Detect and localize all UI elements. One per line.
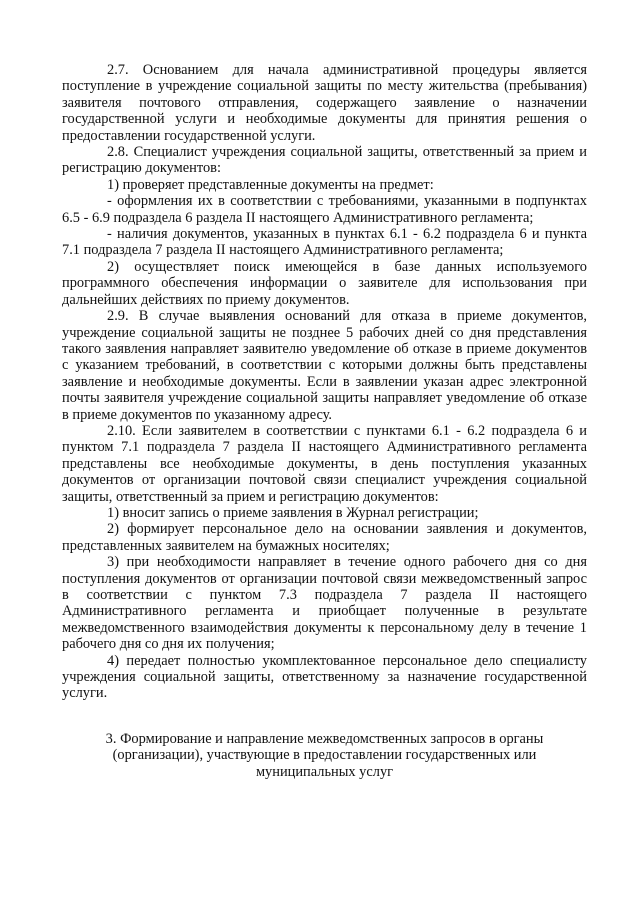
paragraph-2-10-item-1: 1) вносит запись о приеме заявления в Журнал регистрации; xyxy=(107,504,479,521)
paragraph-2-8-item-2: 2) осуществляет поиск имеющейся в базе данных используемого программного обеспечения информации о заявителе для использования при дальнейших действиях по приему документов. xyxy=(62,258,587,308)
paragraph-2-8: 2.8. Специалист учреждения социальной защиты, ответственный за прием и регистрацию документов: xyxy=(62,144,587,177)
document-page xyxy=(62,62,587,780)
paragraph-2-8-item-1: 1) проверяет представленные документы на предмет: xyxy=(107,176,434,193)
paragraph-2-10-item-4: 4) передает полностью укомплектованное персональное дело специалисту учреждения социальной защиты, ответственному за назначение государственной услуги. xyxy=(62,652,587,702)
paragraph-2-8-item-1-dash-2: - наличия документов, указанных в пунктах 6.1 - 6.2 подраздела 6 и пункта 7.1 подраздела 7 раздела II настоящего Административного регламента; xyxy=(62,226,587,259)
paragraph-2-8-item-1-dash-1: - оформления их в соответствии с требованиями, указанными в подпунктах 6.5 - 6.9 подраздела 6 раздела II настоящего Административного регламента; xyxy=(62,193,587,226)
paragraph-2-10: 2.10. Если заявителем в соответствии с пунктами 6.1 - 6.2 подраздела 6 и пунктом 7.1 подраздела 7 раздела II настоящего Административного регламента представлены все необходимые документы, в день поступления указанных документов от организации почтовой связи специалист учреждения социальной защиты, ответственный за прием и регистрацию документов: xyxy=(62,422,587,505)
paragraph-2-9: 2.9. В случае выявления оснований для отказа в приеме документов, учреждение социальной защиты не позднее 5 рабочих дней со дня представления такого заявления направляет заявителю уведомление об отказе в приеме документов с указанием требований, в соответствии с которыми должны быть представлены заявление и необходимые документы. Если в заявлении указан адрес электронной почты заявителя учреждение социальной защиты направляет уведомление об отказе в приеме документов по указанному адресу. xyxy=(62,308,587,423)
paragraph-2-10-item-2: 2) формирует персональное дело на основании заявления и документов, представленных заявителем на бумажных носителях; xyxy=(62,521,587,554)
paragraph-2-7: 2.7. Основанием для начала административной процедуры является поступление в учреждение социальной защиты по месту жительства (пребывания) заявителя почтового отправления, содержащего заявление о назначении государственной услуги и необходимые документы для принятия решения о предоставлении государственной услуги. xyxy=(62,62,587,144)
paragraph-2-10-item-3: 3) при необходимости направляет в течение одного рабочего дня со дня поступления документов от организации почтовой связи межведомственный запрос в соответствии с пунктом 7.3 подраздела 7 раздела II настоящего Административного регламента и приобщает полученные в результате межведомственного взаимодействия документы к персональному делу в течение 1 рабочего дня со дня их получения; xyxy=(62,554,587,653)
section-heading: 3. Формирование и направление межведомственных запросов в органы (организации), участвующие в предоставлении государственных или муниципальных услуг xyxy=(105,730,544,780)
